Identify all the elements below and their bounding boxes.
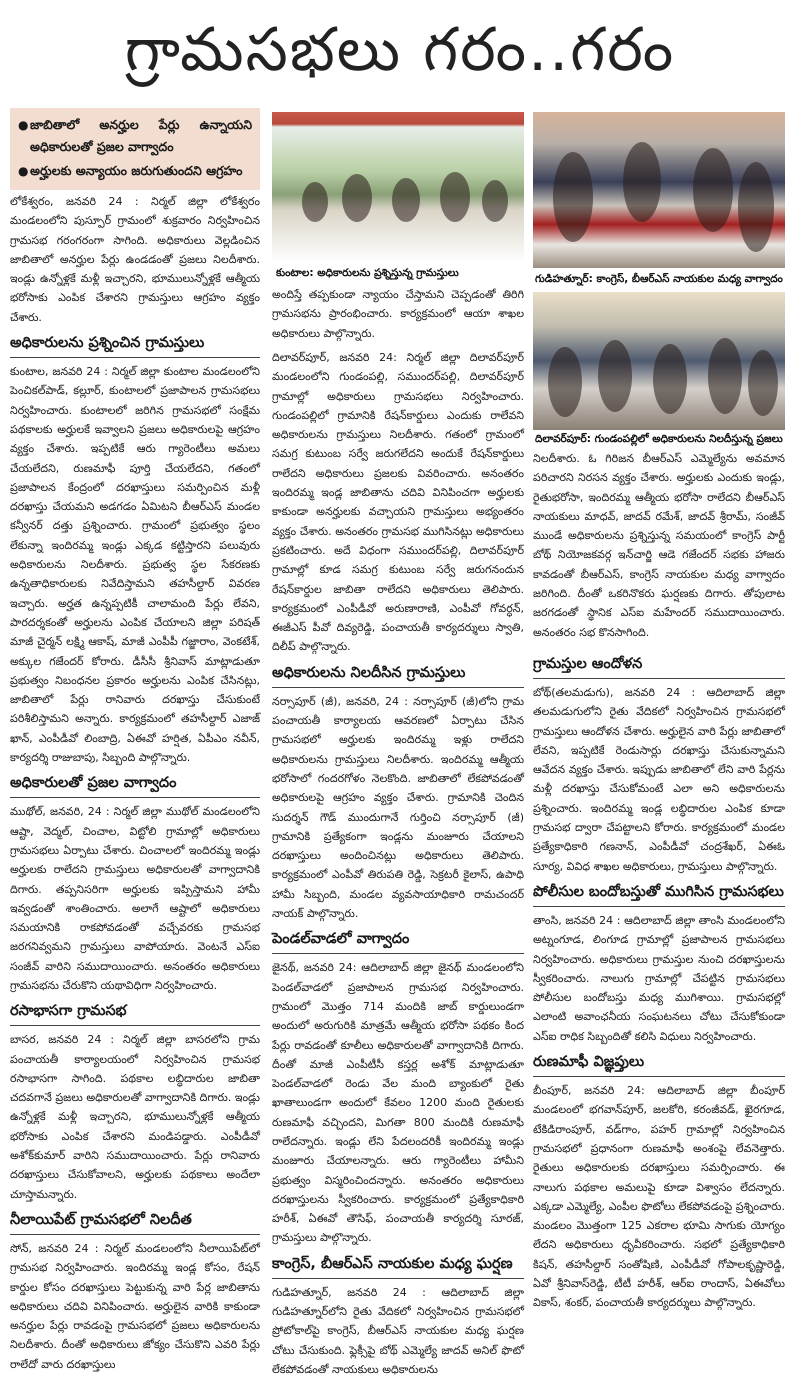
- article-paragraph: బోథ్(తలమడుగు), జనవరి 24 : ఆదిలాబాద్ జిల్లా తలమడుగులోని రైతు వేదికలో నిర్వహించిన గ్రామసభలో గ్రామస్తులు ఆందోళన చేశారు. అర్హులైన వారి పేర్లు జాబితాలో లేవని, ఇప్పటికే రెండుసార్లు దరఖాస్తు చేసుకున్నామని ఆవేదన వ్యక్తం చేశారు. ఇప్పుడు జాబితాలో లేని వారి పేర్లను మళ్లీ దరఖాస్తు చేసుకోమంటే ఎలా అని అధికారులను ప్రశ్నించారు. ఇందిరమ్మ ఇండ్ల లబ్ధిదారుల ఎంపిక కూడా గ్రామసభ ద్వారా చేపట్టాలని కోరారు. కార్యక్రమంలో మండల ప్రత్యేకాధికారి గణనాన్, ఎంపీడీవో చంద్రశేఖర్, ఏఈఓ సూర్య, వివిధ శాఖల అధికారులు, గ్రామస్తులు పాల్గొన్నారు.: [533, 686, 785, 873]
- person-figure: [342, 174, 372, 222]
- person-figure: [738, 162, 774, 252]
- article-column-1: [10, 108, 260, 1371]
- person-figure: [748, 350, 778, 416]
- section-heading: అధికారులతో ప్రజల వాగ్వాదం: [10, 771, 260, 798]
- person-figure: [653, 344, 687, 414]
- highlight-bullet: [18, 114, 252, 158]
- highlight-box: [10, 108, 260, 190]
- article-paragraph: సోన్, జనవరి 24 : నిర్మల్ మండలంలోని నీలాయిపేట్‌లో గ్రామసభ నిర్వహించారు. ఇందిరమ్మ ఇండ్ల కోసం, రేషన్ కార్డుల కోసం దరఖాస్తులు పెట్టుకున్న వారి పేర్ల జాబితాను అధికారులు చదివి వినిపించారు. అర్హులైన వారికి కాకుండా అనర్హుల పేర్లు రావడంపై గ్రామసభలో ప్రజలు అధికారులను నిలదీశారు. దీంతో అధికారులు జోక్యం చేసుకొని ఎవరి పేర్లు రాలేదో వారు దరఖాస్తులు: [10, 1241, 260, 1371]
- highlight-text: జాబితాలో అనర్హుల పేర్లు ఉన్నాయని అధికారులతో ప్రజల వాగ్వాదం: [30, 117, 252, 154]
- bullet-icon: ●: [18, 164, 29, 178]
- person-figure: [708, 338, 742, 414]
- highlight-bullet: [18, 160, 252, 182]
- bullet-icon: ●: [18, 118, 29, 132]
- photo-dilawarpur-people: [533, 292, 785, 430]
- section-heading: రసాభాసగా గ్రామసభ: [10, 999, 260, 1026]
- article-column-3-top: [533, 449, 785, 642]
- section-heading: రుణమాఫీ విజ్ఞప్తులు: [533, 1050, 785, 1077]
- article-paragraph: తాంసి, జనవరి 24 : ఆదిలాబాద్ జిల్లా తాంసి మండలంలోని అట్నంగూడ, లింగూడ గ్రామాల్లో ప్రజాపాలన గ్రామసభలు నిర్వహించారు. అధికారులు గ్రామస్తుల నుంచి దరఖాస్తులను స్వీకరించారు. నాలుగు గ్రామాల్లో చేపట్టిన గ్రామసభలు పోలీసుల బందోబస్తు మధ్య ముగిశాయి. గ్రామసభల్లో ఎలాంటి అవాంఛనీయ సంఘటనలు చోటు చేసుకోకుండా ఎస్ఐ రాధిక సిబ్బందితో కలిసి విధులు నిర్వహించారు.: [533, 913, 785, 1043]
- article-paragraph: కుంటాల, జనవరి 24 : నిర్మల్ జిల్లా కుంటాల మండలంలోని పెంచికల్‌పాడ్, కల్లూర్, కుంటాలలో ప్రజాపాలన గ్రామసభలు నిర్వహించారు. కుంటాలలో జరిగిన గ్రామసభలో సంక్షేమ పథకాలకు అర్హులకే ఇవ్వాలని ప్రజలు అధికారులపై ఆగ్రహం వ్యక్తం చేశారు. ఇప్పటికే ఆరు గ్యారెంటీలు అమలు చేయలేదని, రుణమాఫీ పూర్తి చేయలేదని, గతంలో ప్రజాపాలన కేంద్రంలో దరఖాస్తులు సమర్పించిన మళ్లీ దరఖాస్తు చేయమని అడగడం ఏమిటని బీఆర్ఎస్ మండల కన్వీనర్ దత్తు ప్రశ్నించారు. గ్రామంలో ప్రభుత్వం స్థలం లేకున్నా ఇందిరమ్మ ఇండ్లు ఎక్కడ కట్టిస్తారని పలువురు అధికారులను నిలదీశారు. ప్రభుత్వ స్థల సేకరణకు ఉన్నతాధికారులకు నివేదిస్తామని తహసీల్దార్ వివరణ ఇచ్చారు. అర్హత ఉన్నప్పటికీ చాలామంది పేర్లు లేవని, పారదర్శకంతో అర్హులను ఎంపిక చేయాలని జిల్లా పరిషత్ మాజీ చైర్మన్ లక్ష్మి ఆకాష్, మాజీ ఎంపీపీ గజ్జారాం, వెంకటేశ్, అక్కుల గజేందర్ కోరారు. డీసీసీ శ్రీనివాస్ మాట్లాడుతూ ప్రభుత్వం నిబంధనల ప్రకారం అర్హులను ఎంపిక చేసినట్లు, జాబితాలో పేర్లు రానివారు దరఖాస్తు చేసుకుంటే పరిశీలిస్తామని అన్నారు. కార్యక్రమంలో తహసీల్దార్ ఎజాజ్ ఖాన్, ఎంపీడీవో లింబాద్రి, ఏఈవో హర్షిత, ఏపీఎం నవీన్, కార్యదర్శి రాజుబాపు, సిబ్బంది పాల్గొన్నారు.: [10, 365, 260, 765]
- photo-caption-dilawarpur: దిలావర్‌పూర్: గుండంపల్లిలో అధికారులను నిలదీస్తున్న ప్రజలు: [535, 433, 783, 445]
- article-paragraph: దిలావర్‌పూర్, జనవరి 24: నిర్మల్ జిల్లా దిలావర్‌పూర్ మండలంలోని గుండంపల్లి, సముందర్‌పల్లి, దిలావర్‌పూర్ గ్రామాల్లో అధికారులు గ్రామసభలు నిర్వహించారు. గుండంపల్లిలో గ్రామానికి రేషన్‌కార్డులు ఎందుకు రాలేవని అధికారులను గ్రామస్తులు నిలదీశారు. గతంలో గ్రామంలో సమగ్ర కుటుంబ సర్వే జరుగలేదని అందుకే రేషన్‌కార్డులు రాలేదని అధికారులు ప్రజలకు వివరించారు. అనంతరం ఇందిరమ్మ ఇండ్ల జాబితాను చదివి వినిపించగా అర్హులకు కాకుండా అనర్హులకు వచ్చాయని గ్రామస్తులు అభ్యంతరం వ్యక్తం చేశారు. అనంతరం గ్రామసభ ముగిసినట్లు అధికారులు ప్రకటించారు. అదే విధంగా సముందర్‌పల్లి, దిలావర్‌పూర్ గ్రామాల్లో కూడ సమగ్ర కుటుంబ సర్వే జరుగనందున రేషన్‌కార్డుల జాబితా రాలేదని అధికారులు తెలిపారు. కార్యక్రమంలో ఎంపీడీవో అరుణారాణి, ఎంపీవో గోవర్ధన్, ఈజీఎస్ పీవో దివ్యరెడ్డి, పంచాయతీ కార్యదర్శులు స్వాతి, దిలీప్ పాల్గొన్నారు.: [272, 351, 524, 654]
- article-paragraph: జైనథ్, జనవరి 24: ఆదిలాబాద్ జిల్లా జైనథ్ మండలంలోని పెండల్‌వాడలో ప్రజాపాలన గ్రామసభ నిర్వహించారు. గ్రామంలో మొత్తం 714 మందికి జాబ్ కార్డులుండగా అందులో అరుగురికి మాత్రమే ఆత్మీయ భరోసా పథకం కింద పేర్లు రావడంతో కూలీలు అధికారులతో వాగ్వాదానికి దిగారు. దీంతో మాజీ ఎంపీటీసీ కస్తర్ల అశోక్ మాట్లాడుతూ పెండల్‌వాడలో రెండు వేల మంది బ్యాంకులో రైతు ఖాతాలుండగా అందులో కేవలం 1200 మంది రైతులకు రుణమాఫీ వచ్చిందని, మిగతా 800 మందికి రుణమాఫీ రాలేదన్నారు. ఇండ్లు లేని పేదలందరికీ ఇందిరమ్మ ఇండ్లు మంజూరు చేయాలన్నారు. ఆరు గ్యారెంటీలు హామీని ప్రభుత్వం విస్మరించిందన్నారు. అనంతరం అధికారులు దరఖాస్తులను స్వీకరించారు. కార్యక్రమంలో ప్రత్యేకాధికారి హరీశ్, ఏఈవో తౌసిఫ్, పంచాయతీ కార్యదర్శి సూరజ్, గ్రామస్తులు పాల్గొన్నారు.: [272, 961, 524, 1245]
- section-heading: పెండల్‌వాడలో వాగ్వాదం: [272, 927, 524, 954]
- section-heading: అధికారులను నిలదీసిన గ్రామస్తులు: [272, 661, 524, 688]
- person-figure: [440, 172, 470, 222]
- section-heading: కాంగ్రెస్, బీఆర్ఎస్ నాయకుల మధ్య ఘర్షణ: [272, 1252, 524, 1279]
- article-paragraph: లోకేశ్వరం, జనవరి 24 : నిర్మల్ జిల్లా లోకేశ్వరం మండలంలోని పుస్పూర్ గ్రామంలో శుక్రవారం నిర్వహించిన గ్రామసభ గరంగరంగా సాగింది. అధికారులు వెల్లడించిన జాబితాలో అనర్హుల పేర్లు ఉండడంతో ప్రజలు నిలదీశారు. ఇండ్లు ఉన్నోళ్లకే మళ్లీ ఇచ్చారని, భూములున్నోళ్లకే ఆత్మీయ భరోసాకు ఎంపిక చేశారని గ్రామస్తులు ఆగ్రహం వ్యక్తం చేశారు.: [10, 195, 260, 324]
- article-paragraph: అందిస్తే తప్పకుండా న్యాయం చేస్తామని చెప్పడంతో తిరిగి గ్రామసభను ప్రారంభించారు. కార్యక్రమంలో ఆయా శాఖల అధికారులు పాల్గొన్నారు.: [272, 288, 524, 340]
- photo-kuntala-villagers: [272, 112, 524, 262]
- person-figure: [482, 180, 508, 222]
- article-paragraph: బీంపూర్, జనవరి 24: ఆదిలాబాద్ జిల్లా బీంపూర్ మండలంలో భగవాన్‌పూర్, జలకోరి, కరంజీవడ్, ఖైరగూడ, టేకిడిరాంపూర్, వడ్‌గాం, పహర్ గ్రామాల్లో నిర్వహించిన గ్రామసభలో ప్రధానంగా రుణమాఫీ అంశంపై లేవనెత్తారు. రైతులు అధికారులకు దరఖాస్తులు సమర్పించారు. ఈ నాలుగు పథకాల అమలుపై కూడా విశ్వాసం లేదన్నారు. ఎక్కడా ఎమ్మెల్యే, ఎంపీల ఫొటోలు లేకపోవడంపై ప్రశ్నించారు. మండలం మొత్తంగా 125 ఎకరాల భూమి సాగుకు యోగ్యం లేదని అధికారులు ధృవీకరించారు. సభలో ప్రత్యేకాధికారి కిషన్, తహసీల్దార్ సంతోషిణి, ఎంపీడీవో గోపాలకృష్ణారెడ్డి, ఏవో శ్రీనివాస్‌రెడ్డి, టీటీ హరీశ్, ఆర్‌ఐ రాందాస్, ఏఈవోలు వికాస్, శంకర్, పంచాయతీ కార్యదర్శులు పాల్గొన్నారు.: [533, 1084, 785, 1310]
- section-heading: అధికారులను ప్రశ్నించిన గ్రామస్తులు: [10, 331, 260, 358]
- headline: గ్రామసభలు గరం..గరం: [124, 15, 676, 85]
- person-figure: [392, 178, 420, 222]
- section-heading: నీలాయిపేట్ గ్రామసభలో నిలదీత: [10, 1208, 260, 1235]
- highlight-text: అర్హులకు అన్యాయం జరుగుతుందని ఆగ్రహం: [30, 163, 243, 178]
- article-column-2-top: [272, 285, 524, 343]
- article-paragraph: ముథోల్, జనవరి, 24 : నిర్మల్ జిల్లా ముథోల్ మండలంలోని ఆష్టా, వెద్మల్, చించాల, విట్టోలి గ్రామాల్లో అధికారులు గ్రామసభలు ఏర్పాటు చేశారు. చించాలలో ఇందిరమ్మ ఇండ్లు అర్హులకు రాలేదని గ్రామస్తులు అధికారులతో వాగ్వాదానికి దిగారు. తప్పనిసరిగా అర్హులకు ఇప్పిస్తామని హామీ ఇవ్వడంతో శాంతించారు. అలాగే ఆష్టాలో అధికారులు సమయానికి రాకపోవడంతో వచ్చేవరకు గ్రామసభ జరగనివ్వమని గ్రామస్తులు వాపోయారు. వెంటనే ఎస్ఐ సంజీవ్ వారిని సముదాయించారు. అనంతరం అధికారులు గ్రామసభను చేరుకొని యథావిధిగా నిర్వహించారు.: [10, 805, 260, 992]
- article-column-3: [533, 648, 785, 1338]
- article-paragraph: నిలదీశారు. ఓ గిరిజన బీఆర్ఎస్ ఎమ్మెల్యేను అవమాన పరిచారని నిరసన వ్యక్తం చేశారు. అర్హులకు ఎందుకు ఇండ్లు, రైతుభరోసా, ఇందిరమ్మ ఆత్మీయ భరోసా రాలేదని బీఆర్ఎస్ నాయకులు మాధవ్, జాదవ్ రమేశ్, జాదవ్ శ్రీరామ్, సంజీవ్ ముండే అధికారులను ప్రశ్నిస్తున్న సమయంలో కాంగ్రెస్ పార్టీ బోథ్ నియోజకవర్గ ఇన్‌చార్జి ఆడె గజేందర్ సభకు హాజరు కావడంతో బీఆర్ఎస్, కాంగ్రెస్ నాయకుల మధ్య వాగ్వాదం జరిగింది. దీంతో ఒకరినొకరు ఘర్షణకు దిగారు. తోపులాట జరగడంతో స్థానిక ఎస్ఐ మహేందర్ సముదాయించారు. అనంతరం సభ కొనసాగింది.: [533, 452, 785, 639]
- photo-caption-kuntala: కుంటాల: అధికారులను ప్రశ్నిస్తున్న గ్రామస్తులు: [276, 267, 459, 279]
- section-heading: గ్రామస్తుల ఆందోళన: [533, 652, 785, 679]
- person-figure: [548, 347, 582, 417]
- person-figure: [693, 148, 733, 232]
- article-paragraph: గుడిహత్నూర్, జనవరి 24 : ఆదిలాబాద్ జిల్లా గుడిహత్నూర్‌లోని రైతు వేదికలో నిర్వహించిన గ్రామసభలో ప్రోటోకాల్‌పై కాంగ్రెస్, బీఆర్ఎస్ నాయకుల మధ్య ఘర్షణ చోటు చేసుకుంది. ఫ్లెక్సీపై బోథ్ ఎమ్మెల్యే జాదవ్ అనిల్ ఫొటో లేకపోవడంతో నాయకులు అధికారులను: [272, 1285, 524, 1376]
- person-figure: [553, 152, 593, 242]
- person-figure: [598, 340, 632, 412]
- article-column-2: [272, 348, 524, 1376]
- section-heading: పోలీసుల బందోబస్తుతో ముగిసిన గ్రామసభలు: [533, 880, 785, 907]
- article-paragraph: బాసర, జనవరి 24 : నిర్మల్ జిల్లా బాసరలోని గ్రామ పంచాయతీ కార్యాలయంలో నిర్వహించిన గ్రామసభ రసాభాసగా సాగింది. పథకాల లబ్ధిదారుల జాబితా చదవగానే ప్రజలు అధికారులతో వాగ్వాదానికి దిగారు. ఇండ్లు ఉన్నోళ్లకే మళ్లీ ఇచ్చారని, భూములున్నోళ్లకే ఆత్మీయ భరోసాకు ఎంపిక చేశారని మండిపడ్డారు. ఎంపీడీవో అశోక్‌కుమార్ వారిని సముదాయించారు. పేర్లు రానివారు దరఖాస్తులు చేసుకోవాలని, అర్హులకు పథకాలు అందేలా చూస్తామన్నారు.: [10, 1033, 260, 1201]
- photo-gudihathnur-clash: [533, 112, 785, 268]
- person-figure: [623, 142, 661, 222]
- article-paragraph: నర్సాపూర్ (జీ), జనవరి, 24 : నర్సాపూర్ (జీ)లోని గ్రామ పంచాయతీ కార్యాలయ ఆవరణలో ఏర్పాటు చేసిన గ్రామసభలో అర్హులకు ఇందిరమ్మ ఇళ్లు రాలేదని అధికారులను గ్రామస్తులు నిలదీశారు. ఇందిరమ్మ ఆత్మీయ భరోసాలో గందరగోళం నెలకొంది. జాబితాలో లేకపోవడంతో అధికారులపై ఆగ్రహం వ్యక్తం చేశారు. గ్రామానికి చెందిన సుదర్శన్ గౌడ్ ముందుగానే గుర్తించి నర్సాపూర్ (జీ) గ్రామానికి ప్రత్యేకంగా ఇండ్లను మంజూరు చేయాలని దరఖాస్తులు అందించినట్లు అధికారులు తెలిపారు. కార్యక్రమంలో ఎంపీవో తిరుపతి రెడ్డి, సెక్రటరీ కైలాస్, ఉపాధి హామీ సిబ్బంది, మండల వ్యవసాయాధికారి రామచందర్ నాయక్ పాల్గొన్నారు.: [272, 694, 524, 921]
- photo-caption-gudihathnur: గుడిహత్నూర్: కాంగ్రెస్, బీఆర్ఎస్ నాయకుల మధ్య వాగ్వాదం: [535, 273, 783, 285]
- person-figure: [302, 182, 328, 222]
